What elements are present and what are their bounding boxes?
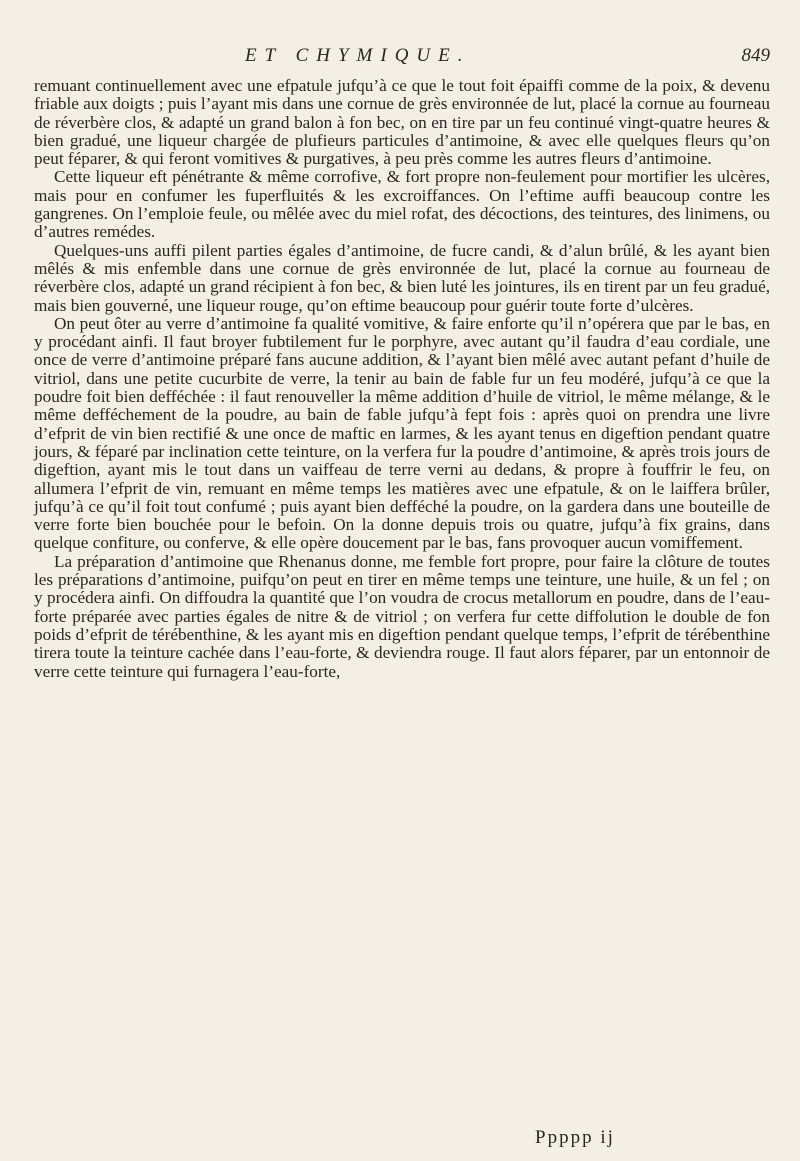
page-number: 849 [741, 45, 770, 66]
running-head [0, 45, 800, 75]
paragraph: Cette liqueur eft pénétrante & même corrofive, & fort propre non-feulement pour mortifier les ulcères, mais pour en confumer les fuperfluités & les excroiffances. On l’eftime auffi beaucoup contre les gangrenes. On l’emploie feule, ou mêlée avec du miel rofat, des décoctions, des teintures, des linimens, ou d’autres remédes. [34, 167, 770, 242]
paragraph: Quelques-uns auffi pilent parties égales d’antimoine, de fucre candi, & d’alun brûlé, & les ayant bien mêlés & mis enfemble dans une cornue de grès environnée de lut, placé la cornue au fourneau de réverbère clos, adapté un grand récipient à fon bec, & bien luté les jointures, ils en tirent par un feu gradué, mais bien gouverné, une liqueur rouge, qu’on eftime beaucoup pour guérir toute forte d’ulcères. [34, 240, 770, 315]
paragraph: remuant continuellement avec une efpatule jufqu’à ce que le tout foit épaiffi comme de la poix, & devenu friable aux doigts ; puis l’ayant mis dans une cornue de grès environnée de lut, placé la cornue au fourneau de réverbère clos, & adapté un grand balon à fon bec, on en tire par un feu continué vingt-quatre heures & bien gradué, une liqueur chargée de plufieurs particules d’antimoine, & avec elle quelques fleurs qu’on peut féparer, & qui feront vomitives & purgatives, à peu près comme les autres fleurs d’antimoine. [34, 76, 770, 169]
running-title: ET CHYMIQUE. [245, 45, 471, 66]
paragraph: On peut ôter au verre d’antimoine fa qualité vomitive, & faire enforte qu’il n’opérera que par le bas, en y procédant ainfi. Il faut broyer fubtilement fur le porphyre, avec autant qu’il faudra d’eau cordiale, une once de verre d’antimoine préparé fans aucune addition, & l’ayant bien mêlé avec autant pefant d’huile de vitriol, dans une petite cucurbite de verre, la tenir au bain de fable fur un feu modéré, jufqu’à ce que la poudre foit bien defféchée : il faut renouveller la même addition d’huile de vitriol, le même mélange, & le même defféchement de la poudre, au bain de fable jufqu’à fept fois : après quoi on prendra une livre d’efprit de vin bien rectifié & une once de maftic en larmes, & les ayant tenus en digeftion pendant quatre jours, & féparé par inclination cette teinture, on la verfera fur la poudre d’antimoine, & après trois jours de digeftion, ayant mis le tout dans un vaiffeau de terre verni au dedans, & propre à fouffrir le feu, on allumera l’efprit de vin, remuant en même temps les matières avec une efpatule, & on le laiffera brûler, jufqu’à ce qu’il foit tout confumé ; puis ayant bien defféché la poudre, on la gardera dans une bouteille de verre forte bien bouchée pour le befoin. On la donne depuis trois ou quatre, jufqu’à fix grains, dans quelque confiture, ou conferve, & elle opère doucement par le bas, fans provoquer aucun vomiffement. [34, 313, 770, 553]
signature-mark: Ppppp ij [535, 1127, 615, 1148]
body-text [34, 77, 770, 681]
paragraph: La préparation d’antimoine que Rhenanus donne, me femble fort propre, pour faire la clôture de toutes les préparations d’antimoine, puifqu’on peut en tirer en même temps une teinture, une huile, & un fel ; on y procédera ainfi. On diffoudra la quantité que l’on voudra de crocus metallorum en poudre, dans de l’eau-forte préparée avec parties égales de nitre & de vitriol ; on verfera fur cette diffolution le double de fon poids d’efprit de térébenthine, & les ayant mis en digeftion pendant quelque temps, l’efprit de térébenthine tirera toute la teinture cachée dans l’eau-forte, & deviendra rouge. Il faut alors féparer, par un entonnoir de verre cette teinture qui furnagera l’eau-forte, [34, 551, 770, 681]
